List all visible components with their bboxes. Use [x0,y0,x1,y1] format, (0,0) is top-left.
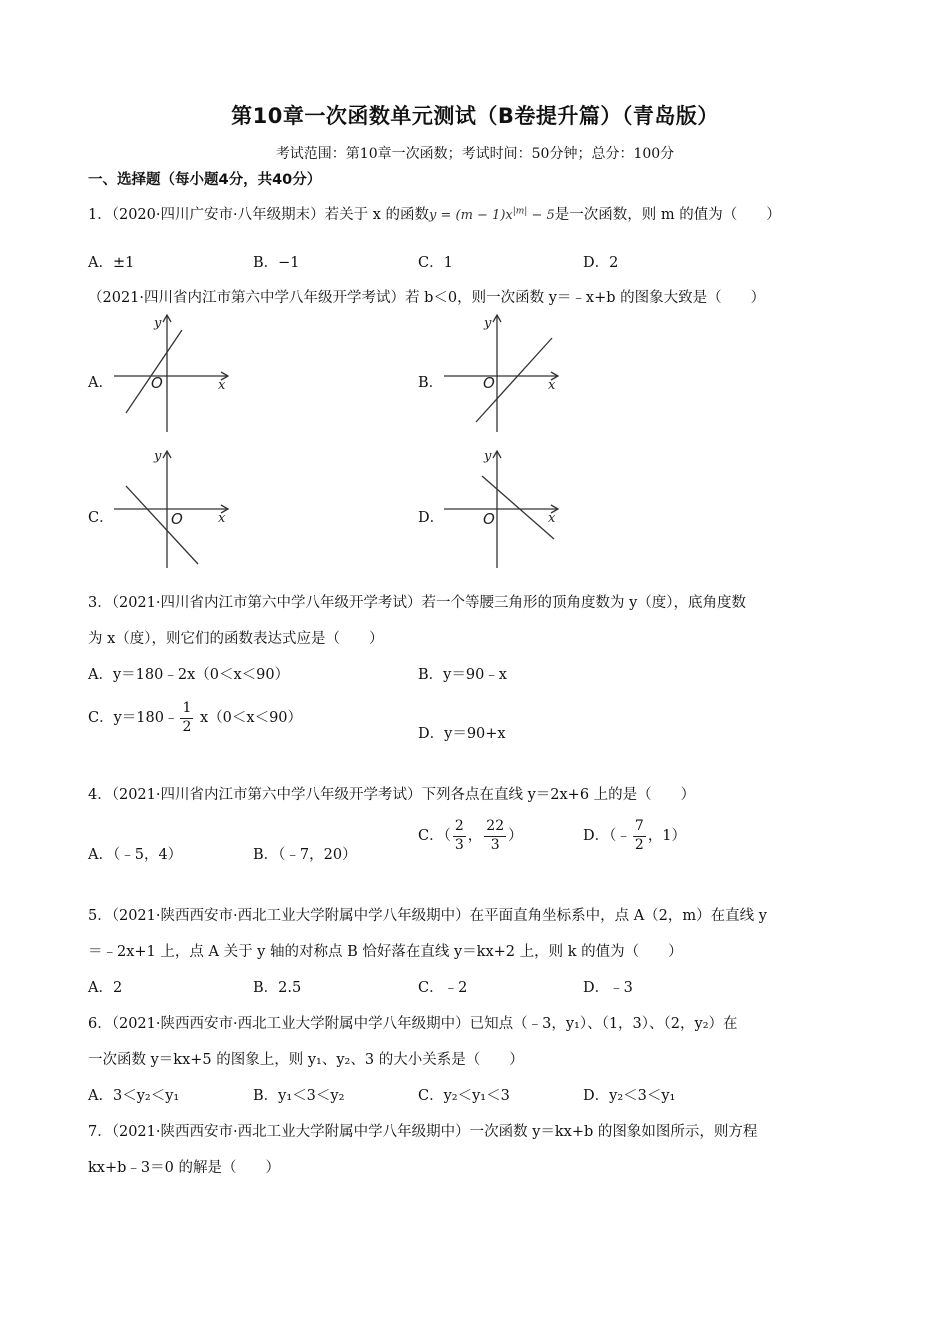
q2c-origin-label: O [171,510,183,528]
exam-info: 考试范围：第10章一次函数；考试时间：50分钟；总分：100分 [275,146,675,162]
q3-option-d: D．y＝90+x [418,726,506,742]
q2-graph-a [108,310,233,435]
q1-formula: $y = (m - 1)x^{|m|} - 5$ [429,206,555,223]
q4-option-c-fraction-2: $\frac{22}{3}$ [486,818,505,853]
question-3-line-1: 3．（2021·四川省内江市第六中学八年级开学考试）若一个等腰三角形的顶角度数为 y（度），底角度数 [88,595,747,611]
q2-option-c: C． [88,510,114,526]
q4-option-c: C．（ $\frac{2}{3}$ ， $\frac{22}{3}$ ） [418,818,523,853]
q6-option-c: C．y₂＜y₁＜3 [418,1088,510,1104]
q6-option-b: B．y₁＜3＜y₂ [253,1088,345,1104]
q3-option-a: A．y＝180﹣2x（0＜x＜90） [88,667,290,683]
q2b-y-label: y [484,316,492,331]
q2d-x-label: x [548,511,556,526]
q1-option-b: B．−1 [253,255,300,271]
q1-option-a: A．±1 [88,255,135,271]
question-2: （2021·四川省内江市第六中学八年级开学考试）若 b＜0，则一次函数 y＝﹣x+b 的图象大致是（ ） [88,290,766,306]
q4-option-b: B．（﹣7，20） [253,847,357,863]
q2-graph-d [438,446,563,571]
q2-graph-b [438,310,563,435]
q5-option-a: A．2 [88,980,123,996]
q1-number: 1． [88,207,112,223]
question-4: 4．（2021·四川省内江市第六中学八年级开学考试）下列各点在直线 y＝2x+6 上的是（ ） [88,787,696,803]
q2-option-b: B． [418,375,444,391]
question-1 [88,203,781,224]
q2-option-a: A． [88,375,113,391]
q2c-x-label: x [218,511,226,526]
q2a-origin-label: O [151,374,163,392]
q2-option-d: D． [418,510,445,526]
q3-option-b: B．y＝90﹣x [418,667,507,683]
q5-option-b: B．2.5 [253,980,302,996]
q2-graph-c [108,446,233,571]
q4-option-c-fraction-1: $\frac{2}{3}$ [454,818,464,853]
q4-option-d-fraction: $\frac{7}{2}$ [634,818,644,853]
q4-option-d: D．（﹣ $\frac{7}{2}$ ，1） [583,818,687,853]
q2a-x-label: x [218,378,226,393]
q4-option-a: A．（﹣5，4） [88,847,183,863]
q1-option-d: D．2 [583,255,619,271]
question-5-line-1: 5．（2021·陕西西安市·西北工业大学附属中学八年级期中）在平面直角坐标系中，点 A（2，m）在直线 y [88,908,767,924]
q1-option-c: C．1 [418,255,453,271]
question-6-line-1: 6．（2021·陕西西安市·西北工业大学附属中学八年级期中）已知点（﹣3，y₁）、（1，3）、（2，y₂）在 [88,1016,738,1032]
question-3-line-2: 为 x（度），则它们的函数表达式应是（ ） [88,631,384,647]
q2d-origin-label: O [483,510,495,528]
q3-option-c-fraction: $\frac{1}{2}$ [182,700,192,735]
section-heading: 一、选择题（每小题4分，共40分） [88,172,322,188]
q5-option-c: C．﹣2 [418,980,468,996]
q6-option-d: D．y₂＜3＜y₁ [583,1088,676,1104]
q2a-y-label: y [154,316,162,331]
question-5-line-2: ＝﹣2x+1 上，点 A 关于 y 轴的对称点 B 恰好落在直线 y＝kx+2 上，则 k 的值为（ ） [88,944,683,960]
q5-option-d: D．﹣3 [583,980,633,996]
q2c-y-label: y [154,449,162,464]
q2d-y-label: y [484,449,492,464]
question-6-line-2: 一次函数 y＝kx+5 的图象上，则 y₁、y₂、3 的大小关系是（ ） [88,1052,524,1068]
page-title: 第10章一次函数单元测试（B卷提升篇）（青岛版） [231,104,719,128]
q6-option-a: A．3＜y₂＜y₁ [88,1088,180,1104]
q3-option-c: C．y＝180﹣ $\frac{1}{2}$ x（0＜x＜90） [88,700,303,735]
q1-tail: 是一次函数，则 m 的值为（ ） [554,207,781,223]
question-7-line-1: 7．（2021·陕西西安市·西北工业大学附属中学八年级期中）一次函数 y＝kx+b 的图象如图所示，则方程 [88,1124,758,1140]
question-7-line-2: kx+b﹣3＝0 的解是（ ） [88,1160,280,1176]
q2b-origin-label: O [483,374,495,392]
q1-source: （2020·四川广安市·八年级期末）若关于 x 的函数 [111,207,429,223]
q2b-x-label: x [548,378,556,393]
